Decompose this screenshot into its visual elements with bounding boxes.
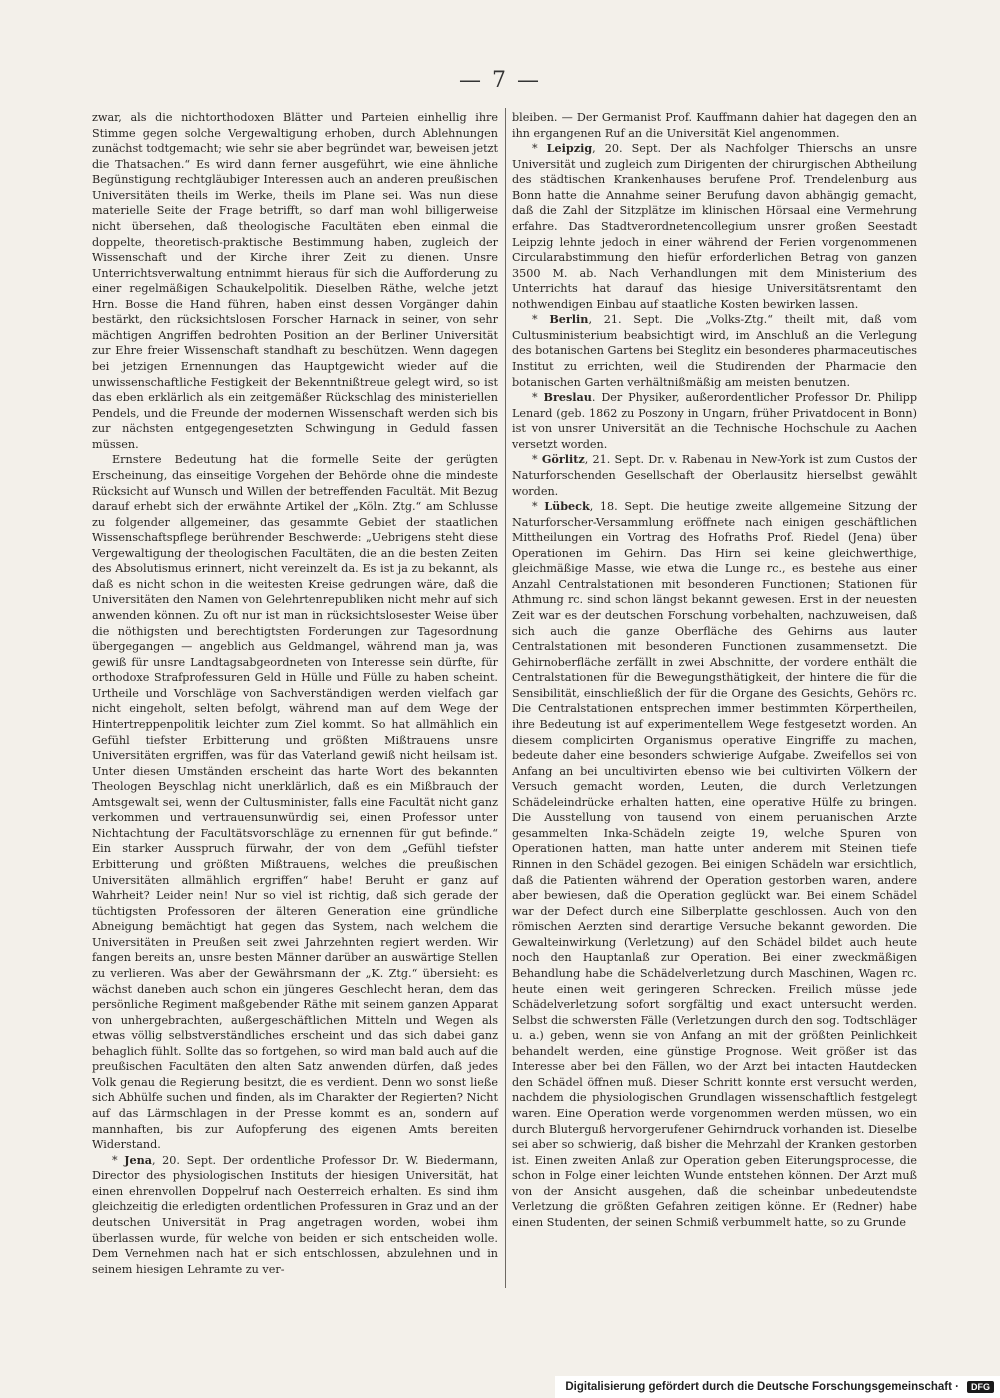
paragraph-marker: *	[532, 313, 550, 327]
dateline-place: Leipzig	[546, 141, 593, 156]
paragraph-marker: *	[112, 1153, 125, 1167]
paragraph-text: , 20. Sept. Der ordentliche Professor Dr. W. Biedermann, Director des physiologischen Instituts der hiesigen Universität, hat einen ehrenvollen Doppelruf nach Oesterreich erhalten. Es sind ihm gleichzeitig die erledigten ordentlichen Professuren in Graz und an der deutschen Universität in Prag angetragen worden, wobei ihm überlassen wurde, für welche von beiden er sich entscheiden wolle. Dem Vernehmen nach hat er sich entschlossen, abzulehnen und in seinem hiesigen Lehramte zu ver-	[92, 1153, 498, 1276]
paragraph-marker: *	[532, 453, 542, 467]
left-column	[92, 110, 498, 1277]
paragraph-text: bleiben. — Der Germanist Prof. Kauffmann dahier hat dagegen den an ihn ergangenen Ruf an die Universität Kiel angenommen.	[512, 111, 917, 140]
page-number: — 7 —	[459, 68, 541, 93]
dateline-place: Görlitz	[541, 452, 585, 467]
paragraph-text: , 18. Sept. Die heutige zweite allgemeine Sitzung der Naturforscher-Versammlung eröffnete nach einigen geschäftlichen Mittheilungen ein Vortrag des Hofraths Prof. Riedel (Jena) über Operationen im Gehirn. Das Hirn sei keine gleichwerthige, gleichmäßige Masse, wie etwa die Lunge rc., es bestehe aus einer Anzahl Centralstationen mit besonderen Functionen; Stationen für Athmung rc. sind schon längst bekannt gewesen. Erst in der neuesten Zeit war es der deutschen Forschung vorbehalten, nachzuweisen, daß sich auch die ganze Oberfläche des Gehirns aus lauter Centralstationen mit besonderen Functionen zusammensetzt. Die Gehirnoberfläche zerfällt in zwei Abschnitte, der vordere enthält die Centralstationen für die Bewegungsthätigkeit, der hintere die für die Sensibilität, einschließlich der für die Organe des Gesichts, Gehörs rc. Die Centralstationen entsprechen immer bestimmten Körpertheilen, ihre Bedeutung ist auf experimentellem Wege festgesetzt worden. An diesem complicirten Organismus operative Eingriffe zu machen, bedeute daher eine besonders schwierige Aufgabe. Zweifellos sei von Anfang an bei uncultivirten ebenso wie bei cultivirten Völkern der Versuch gemacht worden, Leuten, die durch Verletzungen Schädeleindrücke erhalten hatten, eine operative Hülfe zu bringen. Die Ausstellung von tausend von einem peruanischen Arzte gesammelten Inka-Schädeln zeigte 19, welche Spuren von Operationen hatten, man hatte unter anderem mit Steinen tiefe Rinnen in den Schädel gezogen. Bei einigen Schädeln war ersichtlich, daß die Patienten während der Operation gestorben waren, andere aber bewiesen, daß die Operation geglückt war. Bei einem Schädel war der Defect durch eine Silberplatte geschlossen. Auch von den römischen Aerzten sind derartige Versuche bekannt geworden. Die Gewalteinwirkung (Verletzung) auf den Schädel bildet auch heute noch den Hauptanlaß zur Operation. Bei einer zweckmäßigen Behandlung habe die Schädelverletzung durch Maschinen, Wagen rc. heute einen weit geringeren Schrecken. Freilich müsse jede Schädelverletzung sofort sorgfältig und exact untersucht werden. Selbst die schwersten Fälle (Verletzungen durch den sog. Todtschläger u. a.) geben, wenn sie von Anfang an mit der größten Peinlichkeit behandelt werden, eine günstige Prognose. Weit größer ist das Interesse aber bei den Fällen, wo der Arzt bei intacten Hautdecken den Schädel öffnen muß. Dieser Schritt konnte erst versucht werden, nachdem die physiologischen Grundlagen wissenschaftlich festgelegt waren. Eine Operation werde vorgenommen werden müssen, wo ein durch Bluterguß hervorgerufener Gehirndruck vorhanden ist. Dieselbe sei aber so schwierig, daß bisher die Mehrzahl der Kranken gestorben ist. Einen zweiten Anlaß zur Operation geben Eiterungsprocesse, die schon in Folge einer leichten Wunde entstehen können. Der Arzt muß von der Ansicht ausgehen, daß die scheinbar unbedeutendste Verletzung die größten Gefahren zeitigen könne. Er (Redner) habe einen Studenten, der seinen Schmiß verbummelt hatte, so zu Grunde	[512, 500, 917, 1229]
paragraph-marker: *	[532, 142, 547, 156]
dateline-place: Berlin	[549, 312, 589, 327]
right-column-paragraph	[512, 499, 917, 1230]
left-column-paragraph	[92, 452, 498, 1152]
dfg-logo: DFG	[967, 1381, 994, 1393]
paragraph-text: Ernstere Bedeutung hat die formelle Seite der gerügten Erscheinung, das einseitige Vorgehen der Behörde ohne die mindeste Rücksicht auf Wunsch und Willen der betreffenden Facultät. Mit Bezug darauf erhebt sich der erwähnte Artikel der „Köln. Ztg.“ am Schlusse zu folgender allgemeiner, das gesammte Gebiet der staatlichen Wissenschaftspflege berührender Beschwerde: „Uebrigens steht diese Vergewaltigung der theologischen Facultäten, die an die besten Zeiten des Absolutismus erinnert, nicht vereinzelt da. Es ist ja zu bekannt, als daß es nicht schon in die weitesten Kreise gedrungen wäre, daß die Universitäten den Namen von Gelehrtenrepubliken nicht mehr auf sich anwenden können. Zu oft nur ist man in rücksichtslosester Weise über die nöthigsten und berechtigtsten Forderungen zur Tagesordnung übergegangen — angeblich aus Geldmangel, während man ja, was gewiß für unsre Landtagsabgeordneten von Interesse sein dürfte, für orthodoxe Strafprofessuren Geld in Hülle und Fülle zu haben scheint. Urtheile und Vorschläge von Sachverständigen werden vielfach gar nicht eingeholt, selten befolgt, während man auf dem Wege der Hintertreppenpolitik leichter zum Ziel kommt. So hat allmählich ein Gefühl tiefster Erbitterung und größten Mißtrauens unsre Universitäten ergriffen, was für das Vaterland gewiß nicht heilsam ist. Unter diesen Umständen erscheint das harte Wort des bekannten Theologen Beyschlag nicht unerklärlich, daß es ein Mißbrauch der Amtsgewalt sei, wenn der Cultusminister, falls eine Facultät nicht ganz verkommen und vertrauensunwürdig sei, einen Professor unter Nichtachtung der Facultätsvorschläge zu ernennen für gut befinde.“ Ein starker Ausspruch fürwahr, der von dem „Gefühl tiefster Erbitterung und größten Mißtrauens, welches die preußischen Universitäten allmählich ergriffen“ habe! Beruht er ganz auf Wahrheit? Leider nein! Nur so viel ist richtig, daß sich gerade der tüchtigsten Professoren der älteren Generation eine gründliche Abneigung bemächtigt hat gegen das System, nach welchem die Universitäten in Preußen seit zwei Jahrzehnten regiert werden. Wir fangen bereits an, unsre besten Männer darüber an auswärtige Stellen zu verlieren. Was aber der Gewährsmann der „K. Ztg.“ übersieht: es wächst daneben auch schon ein jüngeres Geschlecht heran, dem das persönliche Regiment maßgebender Räthe mit seinem ganzen Apparat von unhergebrachten, außergeschäftlichen Mitteln und Wegen als etwas völlig selbstverständliches erscheint und das sich dabei ganz behaglich fühlt. Sollte das so fortgehen, so wird man bald auch auf die preußischen Facultäten den alten Satz anwenden dürfen, daß jedes Volk genau die Regierung besitzt, die es verdient. Denn wo sonst ließe sich Abhülfe suchen und finden, als im Charakter der Regierten? Nicht auf das Lärmschlagen in der Presse kommt es an, sondern auf mannhaften, bis zur Aufopferung des eigenen Amts bereiten Widerstand.	[92, 453, 498, 1152]
right-column-paragraph	[512, 312, 917, 390]
left-column-paragraph	[92, 110, 498, 452]
paragraph-text: , 21. Sept. Dr. v. Rabenau in New-York ist zum Custos der Naturforschenden Gesellschaft der Oberlausitz hierselbst gewählt worden.	[512, 453, 918, 498]
dateline-place: Lübeck	[544, 499, 590, 514]
left-column-paragraph	[92, 1153, 498, 1278]
paragraph-text: , 20. Sept. Der als Nachfolger Thierschs an unsre Universität und zugleich zum Dirigenten der chirurgischen Abtheilung des städtischen Krankenhauses berufene Prof. Trendelenburg aus Bonn hatte die Annahme seiner Berufung davon abhängig gemacht, daß die Zahl der Sitzplätze im klinischen Hörsaal eine Vermehrung erfahre. Das Stadtverordnetencollegium unsrer großen Seestadt Leipzig lehnte jedoch in einer während der Ferien vorgenommenen Circularabstimmung den hiefür erforderlichen Betrag von ganzen 3500 M. ab. Nach Verhandlungen mit dem Ministerium des Unterrichts hat darauf das hiesige Universitätsrentamt den nothwendigen Einbau auf staatliche Kosten bewirken lassen.	[512, 142, 917, 311]
paragraph-marker: *	[532, 500, 545, 514]
dateline-place: Jena	[124, 1152, 153, 1167]
right-column	[512, 110, 917, 1231]
column-divider	[505, 108, 506, 1288]
paragraph-marker: *	[532, 391, 544, 405]
paragraph-text: . Der Physiker, außerordentlicher Professor Dr. Philipp Lenard (geb. 1862 zu Poszony in Ungarn, früher Privatdocent in Bonn) ist von unsrer Universität an die Technische Hochschule zu Aachen versetzt worden.	[512, 391, 917, 451]
right-column-paragraph	[512, 141, 917, 312]
digitization-footer	[555, 1376, 1000, 1398]
paragraph-text: zwar, als die nichtorthodoxen Blätter und Parteien einhellig ihre Stimme gegen solche Vergewaltigung erhoben, durch Ablehnungen zunächst todtgemacht; wie sehr sie aber begründet war, beweisen jetzt die Thatsachen.“ Es wird dann ferner ausgeführt, wie eine ähnliche Begünstigung rechtgläubiger Interessen auch an anderen preußischen Universitäten theils im Werke, theils im Plane sei. Was nun diese materielle Seite der Frage betrifft, so darf man wohl billigerweise nicht übersehen, daß theologische Facultäten eben einmal die doppelte, theoretisch-praktische Bestimmung haben, zugleich der Wissenschaft und der Kirche ihrer Zeit zu dienen. Unsre Unterrichtsverwaltung entnimmt hieraus für sich die Aufforderung zu einer regelmäßigen Schaukelpolitik. Dieselben Räthe, welche jetzt Hrn. Bosse die Hand führen, haben einst dessen Vorgänger dahin bestärkt, den rücksichtslosen Forscher Harnack in seiner, von sehr mächtigen Angriffen bedrohten Position an der Berliner Universität zur Ehre freier Wissenschaft standhaft zu beschützen. Wenn dagegen bei jetzigen Ernennungen das Hauptgewicht wieder auf die unwissenschaftliche Festigkeit der Bekenntnißtreue gelegt wird, so ist das eben erklärlich als ein zeitgemäßer Rückschlag des ministeriellen Pendels, und die Freunde der modernen Wissenschaft werden sich bis zur nächsten entgegengesetzten Schwingung in Geduld fassen müssen.	[92, 111, 498, 451]
footer-text: Digitalisierung gefördert durch die Deutsche Forschungsgemeinschaft ·	[565, 1381, 959, 1393]
right-column-paragraph	[512, 390, 917, 452]
paragraph-text: , 21. Sept. Die „Volks-Ztg.“ theilt mit, daß vom Cultusministerium beabsichtigt wird, im Anschluß an die Verlegung des botanischen Gartens bei Steglitz ein besonderes pharmaceutisches Institut zu errichten, weil die Studirenden der Pharmacie den botanischen Garten verhältnißmäßig am meisten benutzen.	[512, 313, 917, 389]
right-column-paragraph	[512, 110, 917, 141]
dateline-place: Breslau	[543, 390, 592, 405]
right-column-paragraph	[512, 452, 917, 499]
